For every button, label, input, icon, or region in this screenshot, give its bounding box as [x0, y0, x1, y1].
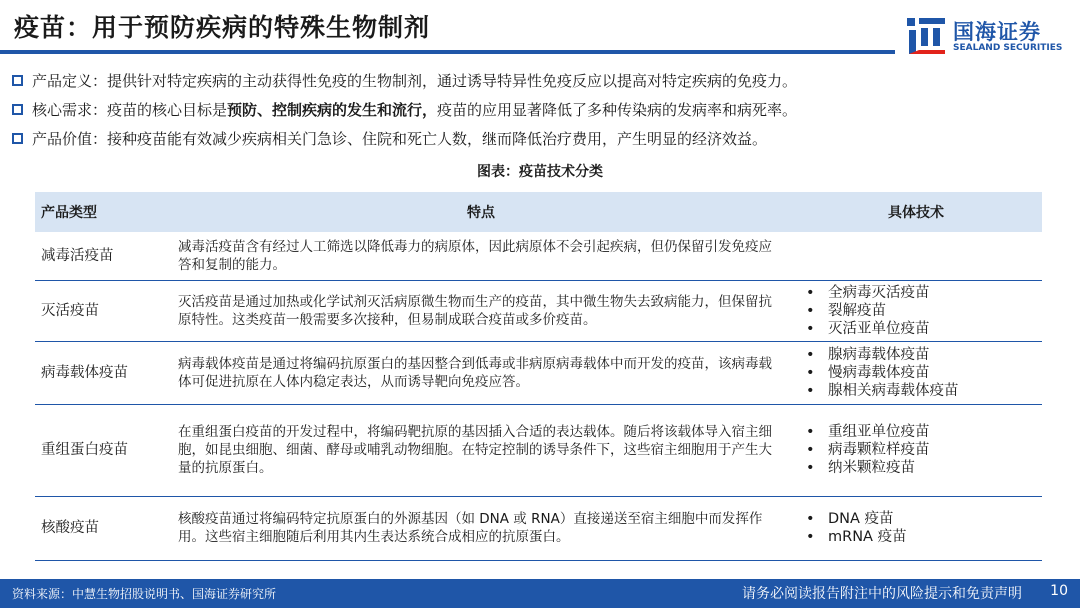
page-number: 10: [1050, 583, 1068, 599]
list-item: • 腺病毒载体疫苗: [806, 346, 1036, 364]
bullet-label: 产品定义：: [32, 72, 108, 90]
tech-list: [796, 346, 1036, 400]
cell-technologies: [790, 341, 1042, 404]
table-row: [35, 232, 1042, 280]
sealand-logo-icon: [905, 16, 947, 56]
cell-features: 核酸疫苗通过将编码特定抗原蛋白的外源基因（如 DNA 或 RNA）直接递送至宿主细胞中而发挥作用。这些宿主细胞随后利用其内生表达系统合成相应的抗原蛋白。: [172, 496, 790, 560]
list-item: • DNA 疫苗: [806, 510, 1036, 528]
header-product-type: 产品类型: [35, 192, 172, 232]
bullet-text-emphasis: 预防、控制疾病的发生和流行，: [227, 101, 438, 119]
bullet-product-value: [12, 124, 1072, 153]
tech-list: [796, 510, 1036, 546]
header-features: 特点: [172, 192, 790, 232]
bullet-text: 提供针对特定疾病的主动获得性免疫的生物制剂，通过诱导特异性免疫反应以提高对特定疾病的免疫力。: [107, 72, 798, 90]
cell-product-type: 重组蛋白疫苗: [35, 404, 172, 496]
logo-name-en: SEALAND SECURITIES: [953, 43, 1063, 53]
square-bullet-icon: [12, 75, 23, 86]
bullet-text: 接种疫苗能有效减少疾病相关门急诊、住院和死亡人数，继而降低治疗费用，产生明显的经济效益。: [107, 130, 768, 148]
square-bullet-icon: [12, 133, 23, 144]
footer-bar: [0, 579, 1080, 608]
bullet-text: 疫苗的核心目标是: [107, 101, 228, 119]
header-divider: [0, 50, 895, 54]
cell-technologies: [790, 232, 1042, 280]
cell-product-type: 灭活疫苗: [35, 280, 172, 341]
cell-product-type: 核酸疫苗: [35, 496, 172, 560]
table-caption: 图表：疫苗技术分类: [477, 164, 603, 180]
bullet-core-demand: [12, 95, 1072, 124]
table-row: [35, 404, 1042, 496]
cell-technologies: [790, 280, 1042, 341]
table-row: [35, 496, 1042, 560]
list-item: • 重组亚单位疫苗: [806, 423, 1036, 441]
logo-name-cn: 国海证券: [953, 20, 1041, 44]
footer-source: 资料来源：中慧生物招股说明书、国海证券研究所: [12, 587, 277, 601]
bullet-text: 疫苗的应用显著降低了多种传染病的发病率和病死率。: [437, 101, 798, 119]
bullet-product-definition: [12, 66, 1072, 95]
vaccine-technology-table: [35, 192, 1042, 561]
cell-technologies: [790, 404, 1042, 496]
list-item: • 纳米颗粒疫苗: [806, 459, 1036, 477]
tech-list: [796, 423, 1036, 477]
list-item: • 腺相关病毒载体疫苗: [806, 382, 1036, 400]
company-logo: [905, 14, 1075, 60]
table-row: [35, 280, 1042, 341]
table-header-row: [35, 192, 1042, 232]
list-item: • 病毒颗粒样疫苗: [806, 441, 1036, 459]
cell-technologies: [790, 496, 1042, 560]
bullet-label: 核心需求：: [32, 101, 108, 119]
cell-product-type: 病毒载体疫苗: [35, 341, 172, 404]
footer-disclaimer: 请务必阅读报告附注中的风险提示和免责声明: [742, 586, 1022, 602]
tech-list: [796, 284, 1036, 338]
header-technologies: 具体技术: [790, 192, 1042, 232]
table-row: [35, 341, 1042, 404]
list-item: • mRNA 疫苗: [806, 528, 1036, 546]
list-item: • 慢病毒载体疫苗: [806, 364, 1036, 382]
cell-features: 病毒载体疫苗是通过将编码抗原蛋白的基因整合到低毒或非病原病毒载体中而开发的疫苗，该病毒载体可促进抗原在人体内稳定表达，从而诱导靶向免疫应答。: [172, 341, 790, 404]
cell-product-type: 减毒活疫苗: [35, 232, 172, 280]
cell-features: 灭活疫苗是通过加热或化学试剂灭活病原微生物而生产的疫苗，其中微生物失去致病能力，但保留抗原特性。这类疫苗一般需要多次接种，但易制成联合疫苗或多价疫苗。: [172, 280, 790, 341]
square-bullet-icon: [12, 104, 23, 115]
list-item: • 全病毒灭活疫苗: [806, 284, 1036, 302]
cell-features: 在重组蛋白疫苗的开发过程中，将编码靶抗原的基因插入合适的表达载体。随后将该载体导入宿主细胞，如昆虫细胞、细菌、酵母或哺乳动物细胞。在特定控制的诱导条件下，这些宿主细胞用于产生大量的抗原蛋白。: [172, 404, 790, 496]
bullet-label: 产品价值：: [32, 130, 108, 148]
list-item: • 灭活亚单位疫苗: [806, 320, 1036, 338]
list-item: • 裂解疫苗: [806, 302, 1036, 320]
bullet-list: [12, 66, 1072, 153]
cell-features: 减毒活疫苗含有经过人工筛选以降低毒力的病原体，因此病原体不会引起疾病，但仍保留引发免疫应答和复制的能力。: [172, 232, 790, 280]
page-title: 疫苗：用于预防疾病的特殊生物制剂: [14, 13, 431, 42]
